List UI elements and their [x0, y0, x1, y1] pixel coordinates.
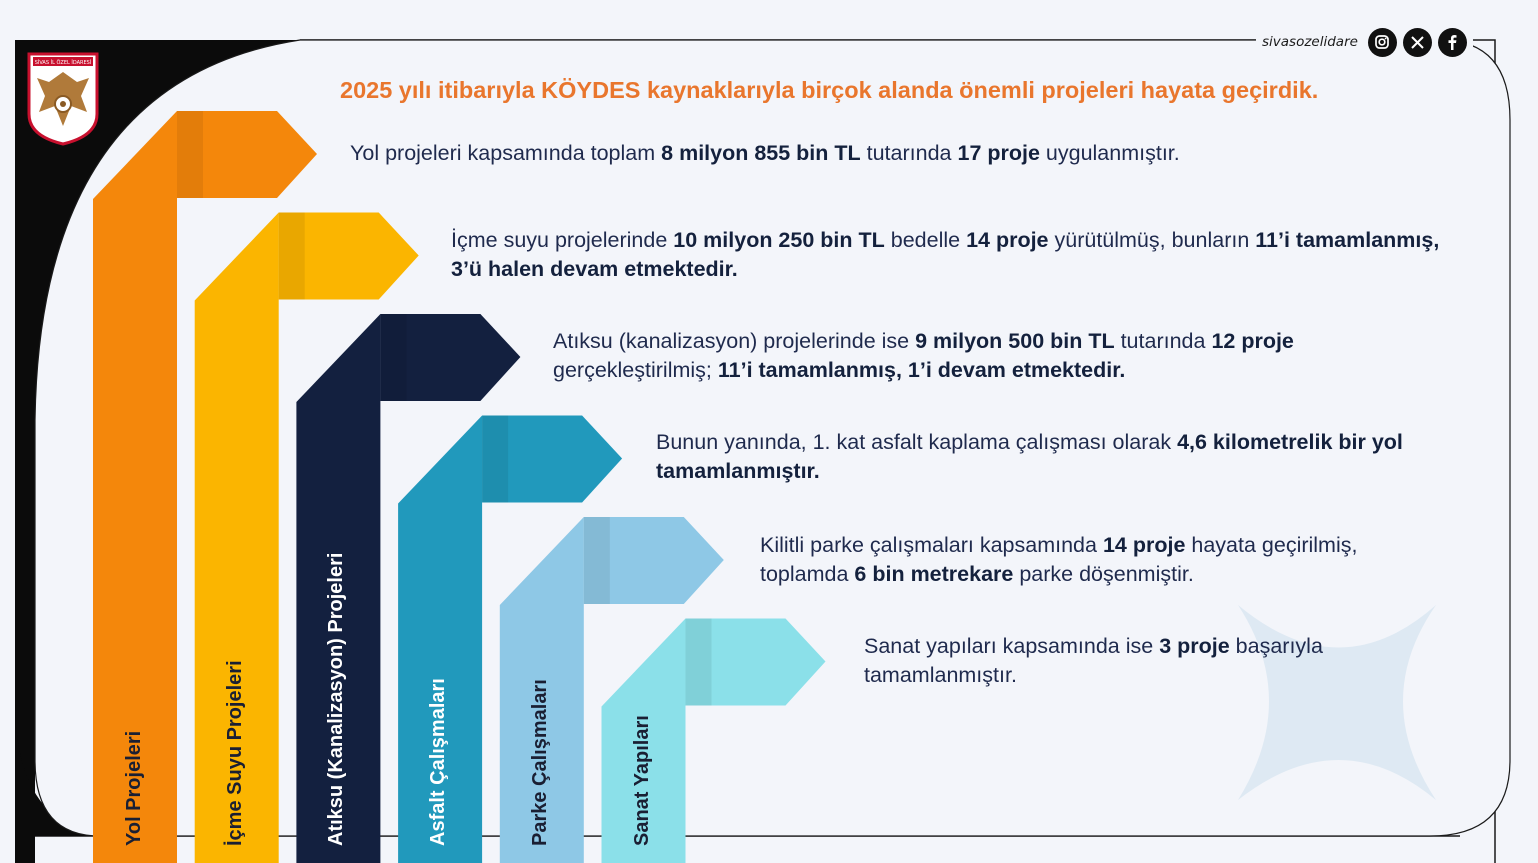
highlight: 4,6 kilometrelik bir yol tamamlanmıştır.: [656, 430, 1403, 483]
text: Sanat yapıları kapsamında ise: [864, 634, 1160, 658]
text: bedelle: [884, 228, 967, 252]
paragraph-icme-suyu: [451, 226, 1441, 284]
paragraph-parke: [760, 531, 1420, 589]
highlight: 3 proje: [1159, 634, 1230, 658]
paragraph-sanat: [864, 632, 1424, 690]
ribbon-fold-sanat: [686, 619, 712, 706]
instagram-icon[interactable]: [1368, 28, 1397, 57]
paragraph-asfalt: [656, 428, 1456, 486]
highlight: 11’i tamamlanmış, 1’i devam etmektedir.: [717, 358, 1126, 382]
highlight: 8 milyon 855 bin TL: [661, 141, 861, 165]
sivas-il-ozel-idaresi-logo: [27, 52, 99, 146]
social-handle: sivasozelidare: [1262, 34, 1358, 50]
text: Kilitli parke çalışmaları kapsamında: [760, 533, 1103, 557]
ribbon-label-asfalt: Asfalt Çalışmaları: [427, 678, 449, 846]
text: Atıksu (kanalizasyon) projelerinde ise: [553, 329, 916, 353]
ribbon-label-icme-suyu: İçme Suyu Projeleri: [224, 660, 246, 846]
svg-text:SİVAS İL ÖZEL İDARESİ: SİVAS İL ÖZEL İDARESİ: [34, 60, 92, 66]
highlight: 12 proje: [1211, 329, 1294, 353]
highlight: 6 bin metrekare: [854, 562, 1014, 586]
text: Bunun yanında, 1. kat asfalt kaplama çalışması olarak: [656, 430, 1178, 454]
text: tutarında: [1114, 329, 1212, 353]
text: tutarında: [860, 141, 958, 165]
ribbon-fold-parke: [584, 517, 610, 604]
text: başarıyla tamamlanmıştır.: [864, 634, 1323, 687]
highlight: 14 proje: [966, 228, 1049, 252]
ribbon-label-parke: Parke Çalışmaları: [529, 679, 551, 846]
text: hayata geçirilmiş, toplamda: [760, 533, 1358, 586]
headline: 2025 yılı itibarıyla KÖYDES kaynaklarıyla birçok alanda önemli projeleri hayata geçirdik.: [340, 77, 1319, 103]
text: gerçekleştirilmiş;: [553, 358, 718, 382]
highlight: 17 proje: [957, 141, 1040, 165]
highlight: 9 milyon 500 bin TL: [915, 329, 1115, 353]
ribbon-fold-yol: [177, 111, 203, 198]
social-bar: [1256, 28, 1473, 56]
paragraph-atiksu: [553, 327, 1443, 385]
ribbon-label-yol: Yol Projeleri: [123, 730, 145, 846]
text: parke döşenmiştir.: [1013, 562, 1194, 586]
text: İçme suyu projelerinde: [451, 228, 674, 252]
ribbon-fold-asfalt: [482, 416, 508, 503]
paragraph-yol: [350, 139, 1350, 168]
text: Yol projeleri kapsamında toplam: [350, 141, 662, 165]
facebook-icon[interactable]: [1438, 28, 1467, 57]
highlight: 11’i tamamlanmış, 3’ü halen devam etmektedir.: [451, 228, 1440, 281]
ribbon-label-atiksu: Atıksu (Kanalizasyon) Projeleri: [325, 552, 347, 846]
highlight: 14 proje: [1102, 533, 1186, 557]
ribbon-fold-atiksu: [380, 314, 406, 401]
text: uygulanmıştır.: [1039, 141, 1180, 165]
ribbon-fold-icme-suyu: [279, 213, 305, 300]
highlight: 10 milyon 250 bin TL: [673, 228, 885, 252]
text: yürütülmüş, bunların: [1048, 228, 1256, 252]
ribbon-label-sanat: Sanat Yapıları: [631, 715, 653, 846]
x-icon[interactable]: [1403, 28, 1432, 57]
